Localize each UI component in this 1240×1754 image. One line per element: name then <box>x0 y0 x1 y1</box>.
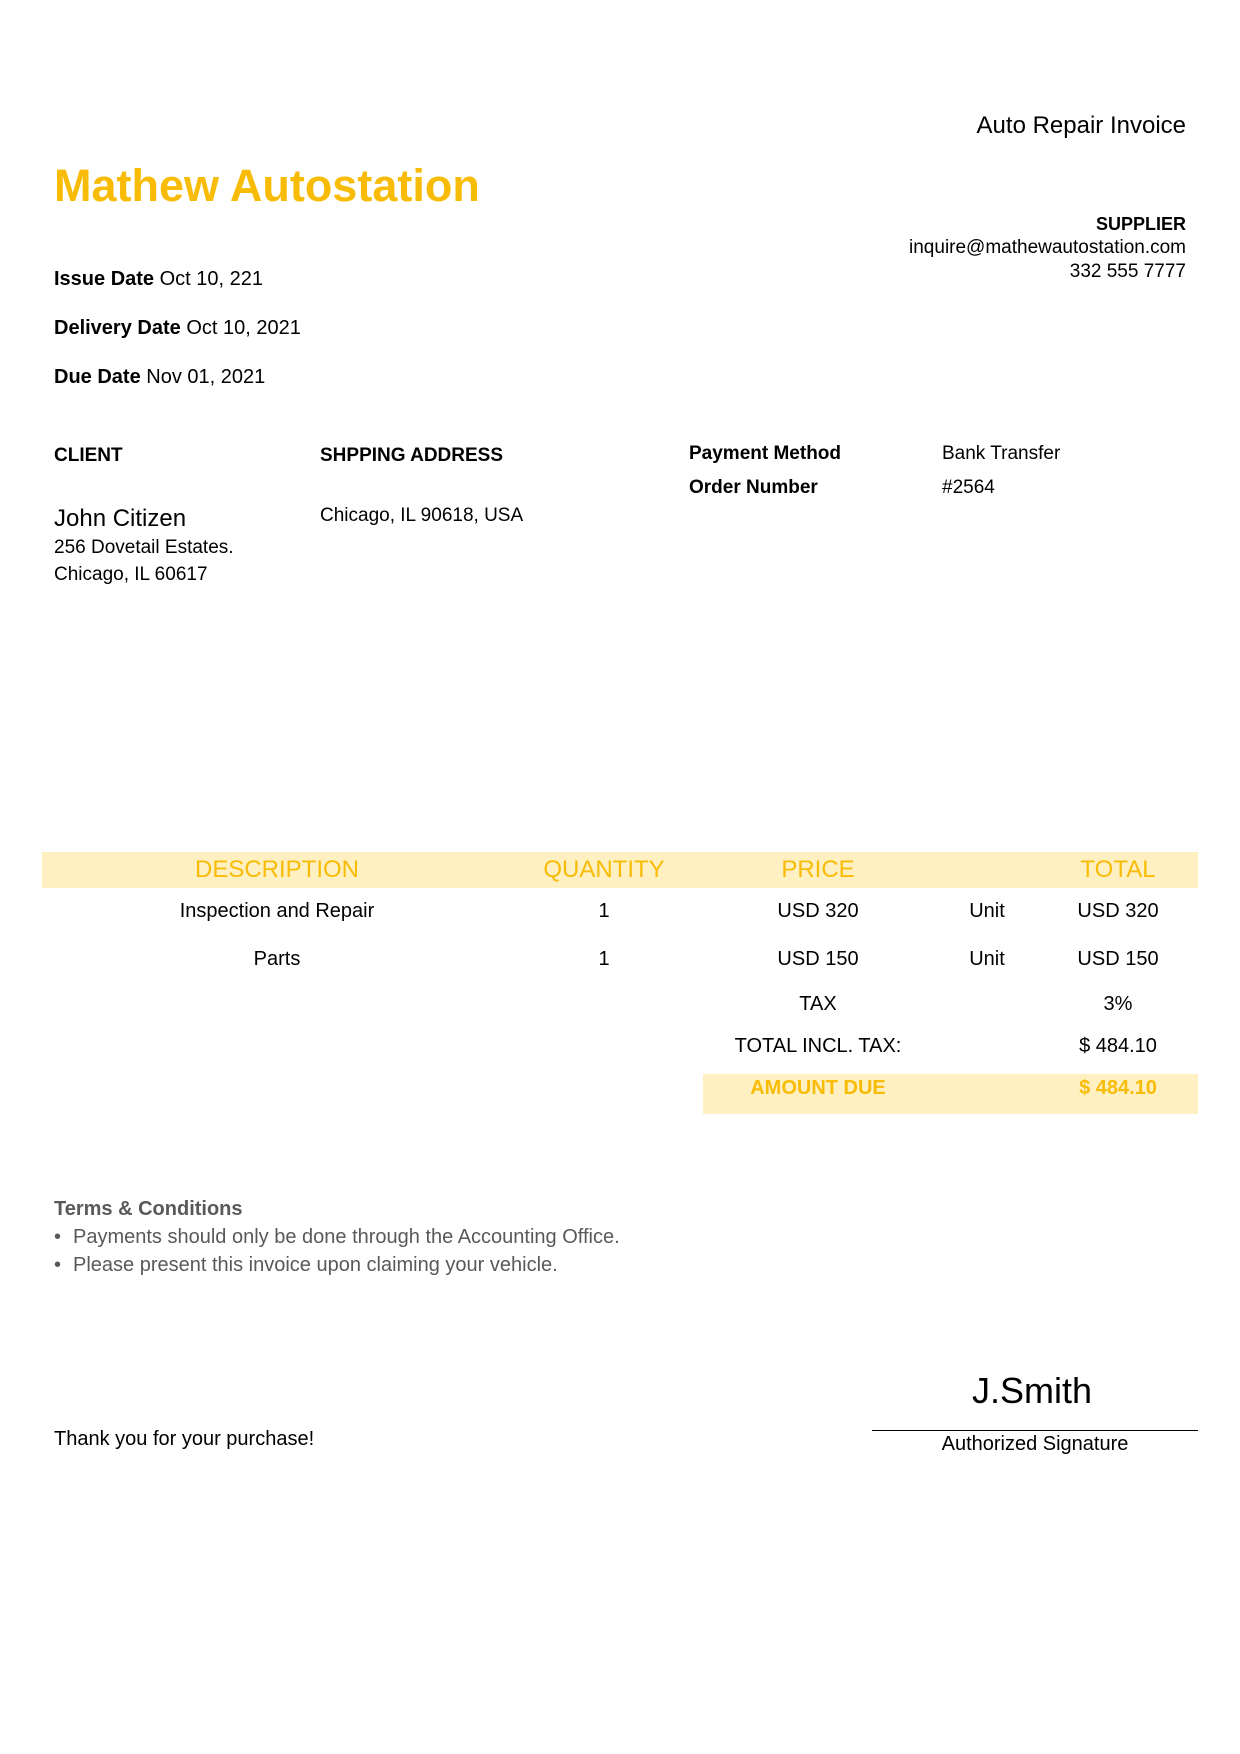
terms-item-text: Payments should only be done through the Accounting Office. <box>73 1226 620 1248</box>
row-description: Inspection and Repair <box>179 900 375 922</box>
terms-title: Terms & Conditions <box>54 1198 243 1220</box>
row-unit: Unit <box>969 948 1005 970</box>
row-quantity: 1 <box>598 948 610 970</box>
column-header-price: PRICE <box>781 856 855 883</box>
client-label: CLIENT <box>54 445 123 466</box>
amount-due-label: AMOUNT DUE <box>750 1077 886 1099</box>
signature-name: J.Smith <box>971 1370 1093 1411</box>
row-description: Parts <box>253 948 301 970</box>
row-total: USD 150 <box>1077 948 1159 970</box>
payment-method-value: Bank Transfer <box>942 443 1061 464</box>
client-name: John Citizen <box>54 505 187 532</box>
issue-date-label: Issue Date <box>54 268 155 290</box>
amount-due-value: $ 484.10 <box>1079 1077 1157 1099</box>
thank-you-note: Thank you for your purchase! <box>54 1428 315 1450</box>
delivery-date-value: Oct 10, 2021 <box>186 317 301 339</box>
signature-label: Authorized Signature <box>941 1433 1129 1455</box>
column-header-description: DESCRIPTION <box>194 856 360 883</box>
shipping-address-label: SHPPING ADDRESS <box>320 445 503 466</box>
issue-date-value: Oct 10, 221 <box>159 268 264 290</box>
due-date <box>54 366 265 389</box>
shipping-address: Chicago, IL 90618, USA <box>320 505 524 526</box>
column-header-quantity: QUANTITY <box>543 856 665 883</box>
supplier-label: SUPPLIER <box>1095 214 1186 234</box>
supplier-block <box>909 212 1186 284</box>
row-price: USD 320 <box>777 900 859 922</box>
terms-item-text: Please present this invoice upon claiming your vehicle. <box>73 1254 558 1276</box>
row-quantity: 1 <box>598 900 610 922</box>
total-incl-tax-value: $ 484.10 <box>1079 1035 1157 1057</box>
order-number-label: Order Number <box>689 477 818 498</box>
terms-item <box>54 1226 620 1249</box>
tax-value: 3% <box>1103 993 1133 1015</box>
row-total: USD 320 <box>1077 900 1159 922</box>
order-number-value: #2564 <box>942 477 995 498</box>
column-header-total: TOTAL <box>1080 856 1156 883</box>
tax-label: TAX <box>799 993 837 1015</box>
client-address-line2: Chicago, IL 60617 <box>54 564 208 585</box>
bullet-icon: • <box>54 1254 62 1276</box>
delivery-date <box>54 317 301 340</box>
total-incl-tax-label: TOTAL INCL. TAX: <box>734 1035 902 1057</box>
row-unit: Unit <box>969 900 1005 922</box>
issue-date <box>54 268 263 291</box>
signature-line <box>872 1430 1198 1431</box>
delivery-date-label: Delivery Date <box>54 317 181 339</box>
terms-item <box>54 1254 558 1277</box>
row-price: USD 150 <box>777 948 859 970</box>
supplier-email: inquire@mathewautostation.com <box>909 237 1186 258</box>
payment-method-label: Payment Method <box>689 443 842 464</box>
company-name: Mathew Autostation <box>54 160 480 211</box>
due-date-value: Nov 01, 2021 <box>146 366 266 388</box>
due-date-label: Due Date <box>54 366 141 388</box>
client-address-line1: 256 Dovetail Estates. <box>54 537 234 558</box>
bullet-icon: • <box>54 1226 62 1248</box>
supplier-phone: 332 555 7777 <box>1069 261 1186 282</box>
document-title: Auto Repair Invoice <box>976 112 1186 139</box>
